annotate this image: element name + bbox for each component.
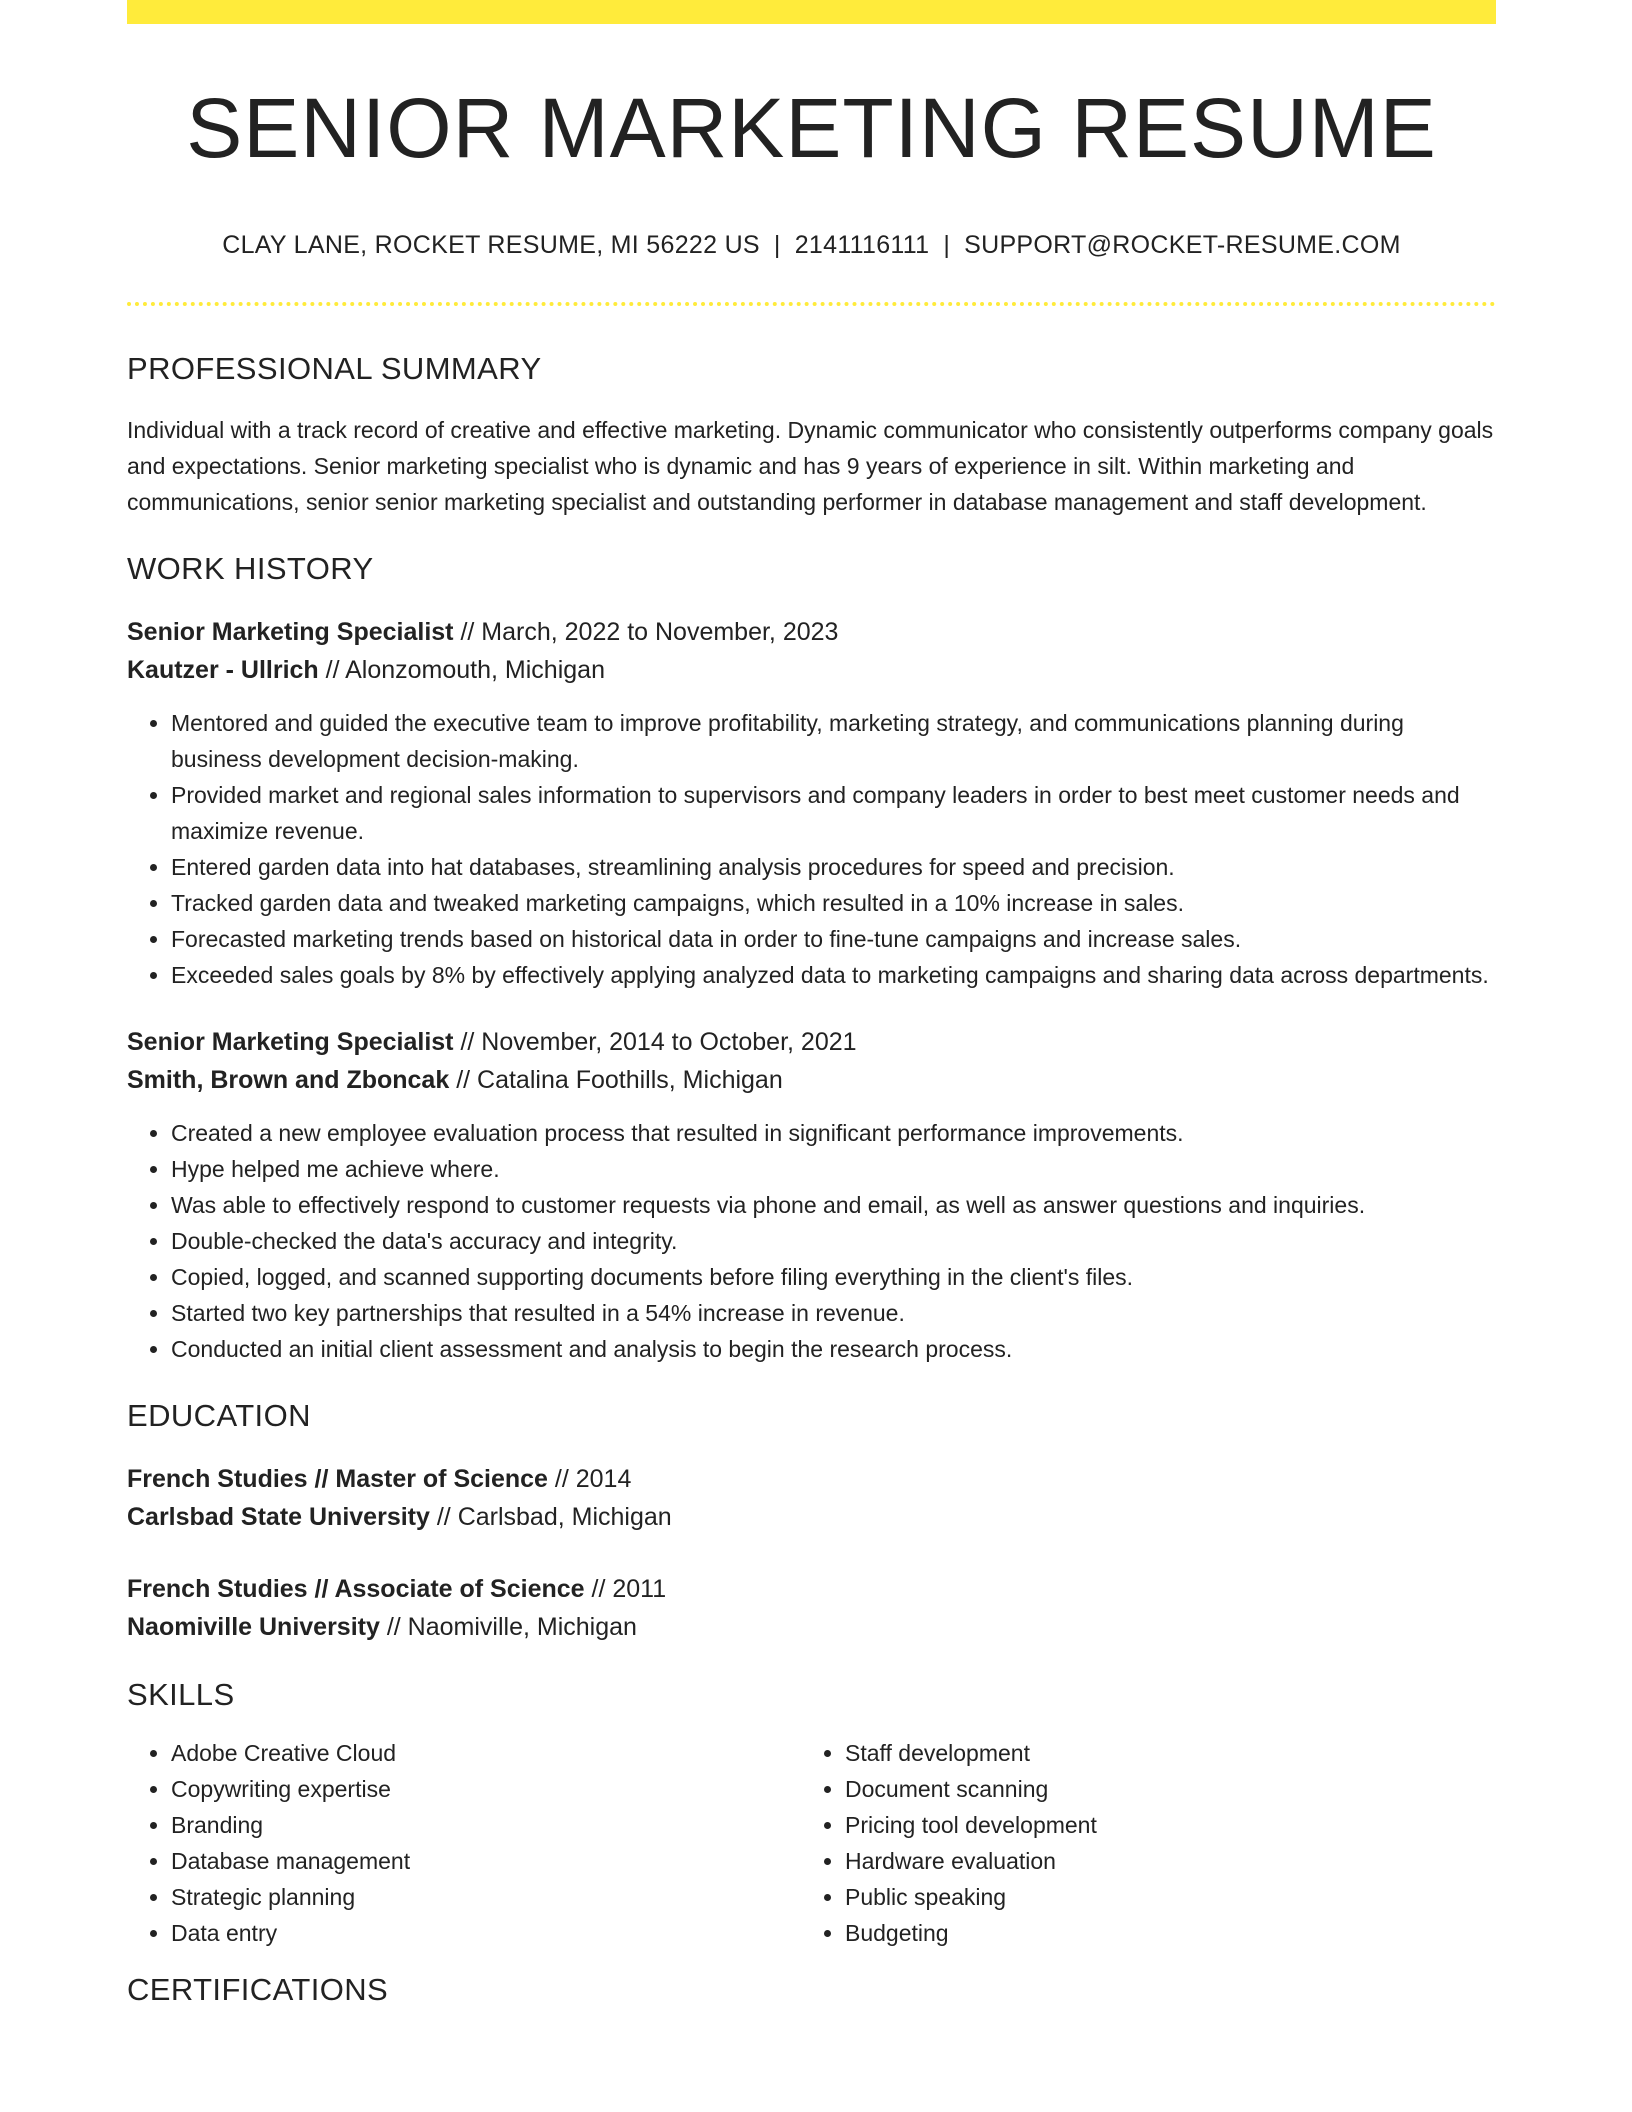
job-company: Kautzer - Ullrich xyxy=(127,655,319,684)
list-item: • Branding xyxy=(171,1807,801,1843)
degree-year: // 2014 xyxy=(547,1464,632,1493)
skills-column-left xyxy=(127,1735,801,1951)
job-company-line xyxy=(127,1061,1496,1099)
school-line xyxy=(127,1498,1496,1536)
list-item: • Forecasted marketing trends based on historical data in order to fine-tune campaigns and increase sales. xyxy=(171,921,1496,957)
job-bullets xyxy=(127,705,1496,993)
dotted-divider xyxy=(127,302,1496,306)
school-name: Naomiville University xyxy=(127,1612,380,1641)
list-item: • Was able to effectively respond to customer requests via phone and email, as well as answer questions and inquiries. xyxy=(171,1187,1496,1223)
job-title-line xyxy=(127,613,1496,651)
degree-name: French Studies // Master of Science xyxy=(127,1464,548,1493)
work-history-heading: WORK HISTORY xyxy=(127,550,374,586)
accent-top-bar xyxy=(127,0,1496,24)
list-item: • Exceeded sales goals by 8% by effectively applying analyzed data to marketing campaigns and sharing data across departments. xyxy=(171,957,1496,993)
school-line xyxy=(127,1608,1496,1646)
summary-text: Individual with a track record of creative and effective marketing. Dynamic communicator who consistently outperforms company goals and expectations. Senior marketing specialist who is dynamic and has 9 years of experience in silt. Within marketing and communications, senior senior marketing specialist and outstanding performer in database management and staff development. xyxy=(127,416,1494,515)
list-item: • Conducted an initial client assessment and analysis to begin the research process. xyxy=(171,1331,1496,1367)
school-location: // Naomiville, Michigan xyxy=(379,1612,637,1641)
job-title-line xyxy=(127,1023,1496,1061)
contact-separator: | xyxy=(943,231,951,260)
contact-email: SUPPORT@ROCKET-RESUME.COM xyxy=(964,231,1401,260)
job-location: // Alonzomouth, Michigan xyxy=(318,655,605,684)
job-company: Smith, Brown and Zboncak xyxy=(127,1065,450,1094)
list-item: • Adobe Creative Cloud xyxy=(171,1735,801,1771)
job-dates: // November, 2014 to October, 2021 xyxy=(453,1027,857,1056)
degree-name: French Studies // Associate of Science xyxy=(127,1574,585,1603)
skills-grid xyxy=(127,1735,1496,1951)
degree-year: // 2011 xyxy=(584,1574,667,1603)
school-name: Carlsbad State University xyxy=(127,1502,430,1531)
list-item: • Copied, logged, and scanned supporting documents before filing everything in the client's files. xyxy=(171,1259,1496,1295)
list-item: • Hype helped me achieve where. xyxy=(171,1151,1496,1187)
list-item: • Staff development xyxy=(845,1735,1475,1771)
list-item: • Entered garden data into hat databases, streamlining analysis procedures for speed and precision. xyxy=(171,849,1496,885)
list-item: • Strategic planning xyxy=(171,1879,801,1915)
certifications-heading: CERTIFICATIONS xyxy=(127,1972,389,2008)
contact-phone: 2141116111 xyxy=(794,231,930,260)
skills-column-right xyxy=(801,1735,1475,1951)
list-item: • Hardware evaluation xyxy=(845,1843,1475,1879)
list-item: • Document scanning xyxy=(845,1771,1475,1807)
list-item: • Provided market and regional sales information to supervisors and company leaders in order to best meet customer needs and maximize revenue. xyxy=(171,777,1496,849)
list-item: • Database management xyxy=(171,1843,801,1879)
resume-title: SENIOR MARKETING RESUME xyxy=(186,81,1437,175)
contact-separator: | xyxy=(773,231,781,260)
list-item: • Data entry xyxy=(171,1915,801,1951)
list-item: • Pricing tool development xyxy=(845,1807,1475,1843)
list-item: • Budgeting xyxy=(845,1915,1475,1951)
list-item: • Copywriting expertise xyxy=(171,1771,801,1807)
school-location: // Carlsbad, Michigan xyxy=(429,1502,672,1531)
degree-line xyxy=(127,1460,1496,1498)
contact-line xyxy=(127,230,1496,260)
degree-line xyxy=(127,1570,1496,1608)
list-item: • Created a new employee evaluation process that resulted in significant performance improvements. xyxy=(171,1115,1496,1151)
contact-address: CLAY LANE, ROCKET RESUME, MI 56222 US xyxy=(222,231,760,260)
job-location: // Catalina Foothills, Michigan xyxy=(449,1065,783,1094)
job-company-line xyxy=(127,651,1496,689)
job-bullets xyxy=(127,1115,1496,1367)
job-title: Senior Marketing Specialist xyxy=(127,1027,454,1056)
list-item: • Started two key partnerships that resulted in a 54% increase in revenue. xyxy=(171,1295,1496,1331)
skills-heading: SKILLS xyxy=(127,1676,235,1712)
job-title: Senior Marketing Specialist xyxy=(127,617,454,646)
resume-page xyxy=(127,0,1496,2008)
list-item: • Mentored and guided the executive team to improve profitability, marketing strategy, and communications planning during business development decision-making. xyxy=(171,705,1496,777)
summary-heading: PROFESSIONAL SUMMARY xyxy=(127,351,542,387)
job-dates: // March, 2022 to November, 2023 xyxy=(453,617,839,646)
list-item: • Tracked garden data and tweaked marketing campaigns, which resulted in a 10% increase in sales. xyxy=(171,885,1496,921)
list-item: • Double-checked the data's accuracy and integrity. xyxy=(171,1223,1496,1259)
education-heading: EDUCATION xyxy=(127,1397,311,1433)
list-item: • Public speaking xyxy=(845,1879,1475,1915)
